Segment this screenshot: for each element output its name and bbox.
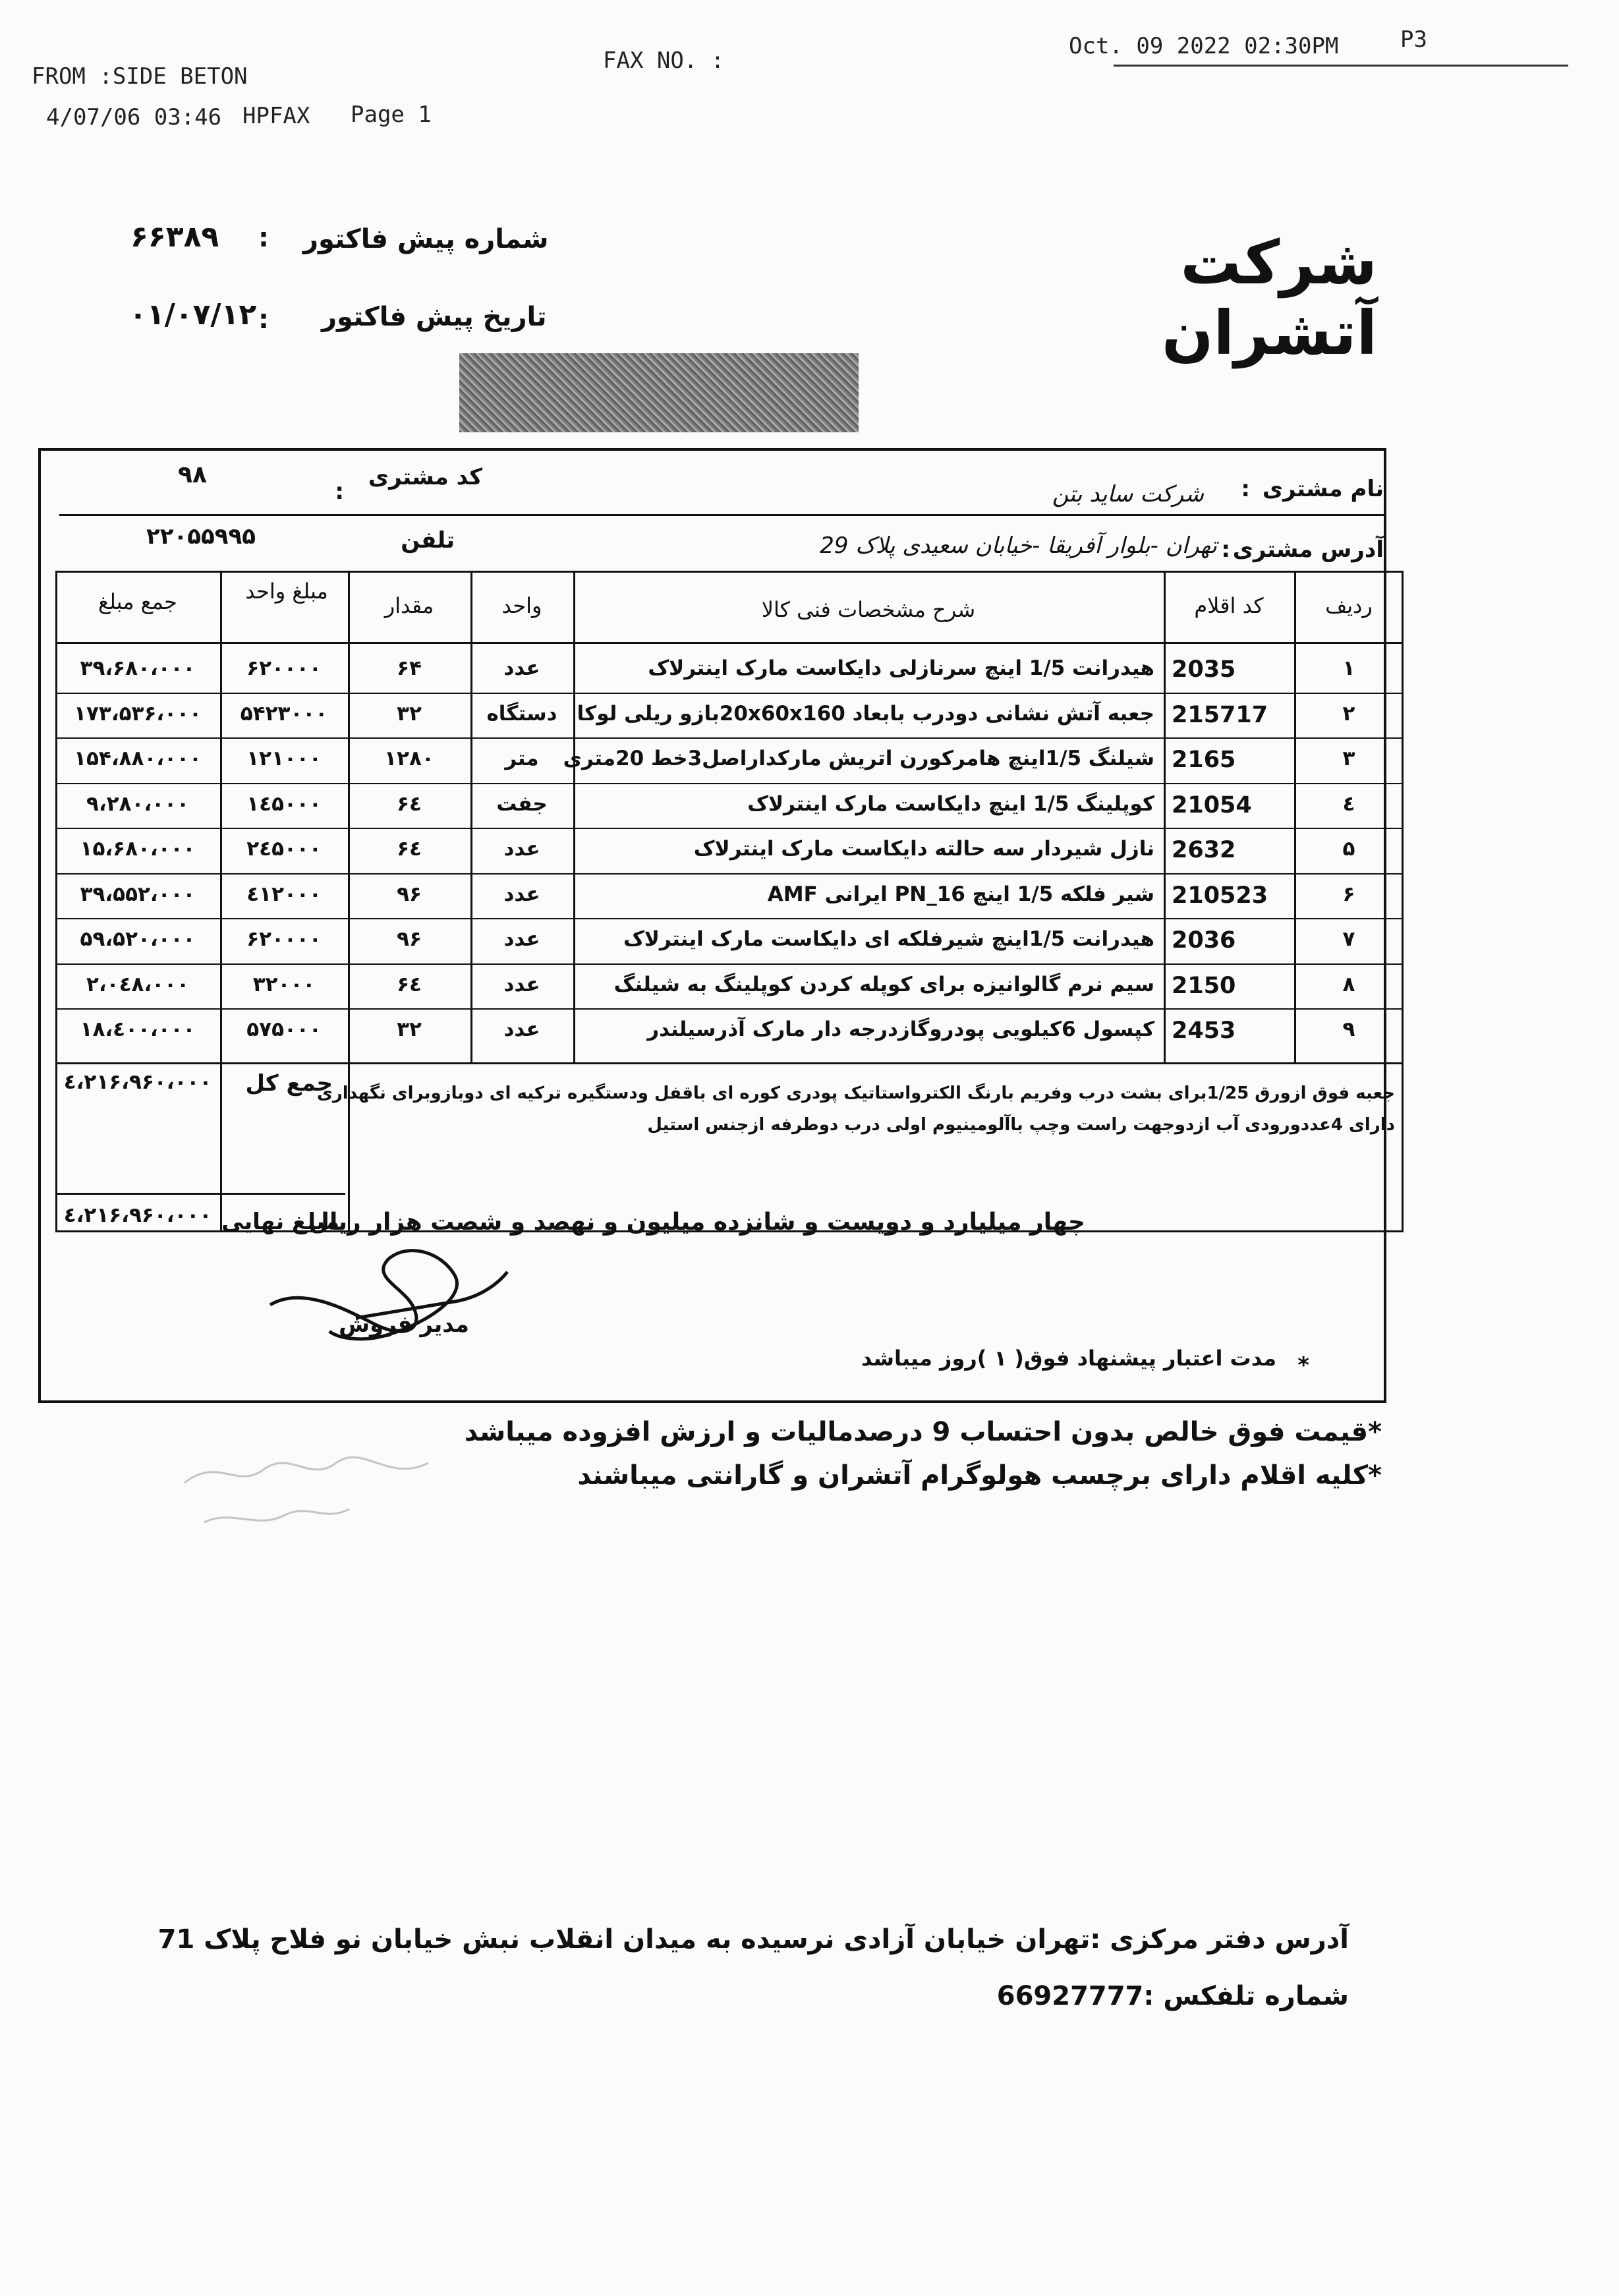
- fax-number-label: FAX NO. :: [603, 47, 725, 74]
- amount-in-words: چهار میلیارد و دویست و شانزده میلیون و نهصد و شصت هزار ریال: [308, 1209, 1085, 1236]
- item-total: ۳۹،۵۵۲،۰۰۰: [80, 882, 196, 906]
- item-code: 2632: [1172, 837, 1236, 863]
- item-unit: جفت: [496, 791, 548, 816]
- footnote-hologram: *کلیه اقلام دارای برچسب هولوگرام آتشران و گارانتی میباشند: [577, 1460, 1382, 1491]
- item-row-number: ۶: [1342, 882, 1355, 906]
- item-quantity: ۶٤: [397, 837, 422, 861]
- item-note-line-1: جعبه فوق ازورق 1/25برای بشت درب وفریم بارنگ الکترواستاتیک پودری کوره ای باقفل ودستگیره ترکیه ای دوبازوبرای نگهداری: [316, 1083, 1395, 1103]
- item-total: ۵۹،۵۲۰،۰۰۰: [80, 927, 196, 951]
- item-quantity: ۶۴: [397, 656, 422, 680]
- item-unit: عدد: [503, 837, 540, 861]
- item-row-number: ۳: [1342, 747, 1355, 770]
- item-unit-price: ۵۷۵۰۰۰: [246, 1018, 322, 1041]
- customer-address-value: تهران -بلوار آفریقا -خیابان سعیدی پلاک 29: [820, 532, 1217, 559]
- header-unit-price: مبلغ واحد: [245, 579, 328, 604]
- customer-divider: [59, 514, 1384, 516]
- item-description: سیم نرم گالوانیزه برای کوپله کردن کوپلینگ به شیلنگ: [613, 972, 1154, 996]
- item-total: ۲،۰٤۸،۰۰۰: [86, 972, 189, 996]
- item-code: 2035: [1172, 656, 1236, 683]
- item-description: نازل شیردار سه حالته دایکاست مارک اینترلاک: [693, 837, 1154, 861]
- item-unit: عدد: [503, 1018, 540, 1041]
- customer-phone-label: تلفن: [401, 527, 455, 554]
- item-unit: متر: [505, 747, 539, 770]
- blacked-out-stamp: [459, 353, 859, 432]
- item-row-number: ۱: [1342, 656, 1355, 680]
- items-bottom-rule: [55, 1062, 1404, 1064]
- item-row-number: ۵: [1342, 837, 1355, 861]
- item-unit-price: ۶۲۰۰۰۰: [246, 927, 322, 951]
- customer-code-label: کد مشتری: [368, 464, 482, 490]
- grand-total-rule: [55, 1193, 345, 1195]
- item-code: 21054: [1172, 791, 1252, 818]
- item-row-number: ۹: [1342, 1018, 1355, 1041]
- item-code: 215717: [1172, 701, 1268, 728]
- item-description: هیدرانت 1/5 اینچ سرنازلی دایکاست مارک اینترلاک: [648, 656, 1154, 680]
- item-code: 210523: [1172, 882, 1268, 909]
- customer-name-sep: :: [1241, 476, 1250, 502]
- customer-address-label: آدرس مشتری: [1232, 536, 1384, 563]
- item-unit: عدد: [503, 656, 540, 680]
- signature-title: مدیر فروش: [339, 1311, 469, 1338]
- item-description: کوپلینگ 1/5 اینچ دایکاست مارک اینترلاک: [747, 791, 1154, 816]
- header-rule: [55, 642, 1404, 644]
- item-quantity: ۹۶: [397, 927, 422, 951]
- item-note-line-2: دارای 4عددورودی آب ازدوجهت راست وچپ باآلومینیوم اولی درب دوطرفه ازجنس استیل: [647, 1115, 1395, 1135]
- item-total: ۱۵۴،۸۸۰،۰۰۰: [74, 747, 202, 770]
- faint-handwritten-mark: [178, 1443, 455, 1549]
- fax-page-label: Page 1: [351, 101, 432, 128]
- header-item-code: کد اقلام: [1194, 593, 1264, 618]
- item-quantity: ۹۶: [397, 882, 422, 906]
- final-amount-value: ٤،۲۱۶،۹۶۰،۰۰۰: [63, 1203, 212, 1227]
- header-unit: واحد: [501, 593, 542, 618]
- row-divider: [55, 737, 1404, 739]
- item-description: جعبه آتش نشانی دودرب بابعاد 20x60x160بازو ریلی لوکا: [577, 701, 1154, 726]
- item-description: شیلنگ 1/5اینچ هامرکورن اتریش مارکداراصل3خط 20متری: [563, 747, 1154, 770]
- item-total: ۱۸،٤۰۰،۰۰۰: [80, 1018, 196, 1041]
- item-quantity: ۳۲: [397, 1018, 422, 1041]
- item-unit-price: ۵۴۲۳۰۰۰: [240, 701, 328, 726]
- row-divider: [55, 783, 1404, 784]
- row-divider: [55, 918, 1404, 919]
- proforma-number-label: شماره پیش فاکتور: [303, 224, 549, 254]
- item-row-number: ٤: [1342, 791, 1355, 816]
- fax-from: FROM :SIDE BETON: [32, 63, 248, 90]
- customer-name-label: نام مشتری: [1262, 476, 1384, 502]
- item-code: 2165: [1172, 747, 1236, 773]
- fax-timestamp: Oct. 09 2022 02:30PM: [1069, 33, 1339, 59]
- row-divider: [55, 693, 1404, 694]
- item-unit-price: ٤۱۲۰۰۰: [246, 882, 322, 906]
- customer-phone-value: ۲۲۰۵۵۹۹۵: [146, 523, 256, 550]
- item-description: شیر فلکه 1/5 اینچ PN_16 ایرانی AMF: [767, 882, 1154, 906]
- item-row-number: ۷: [1342, 927, 1355, 951]
- item-quantity: ۶٤: [397, 972, 422, 996]
- item-total: ۹،۲۸۰،۰۰۰: [86, 791, 189, 816]
- item-unit: عدد: [503, 927, 540, 951]
- item-unit-price: ۶۲۰۰۰۰: [246, 656, 322, 680]
- header-row-number: ردیف: [1325, 593, 1373, 618]
- row-divider: [55, 1008, 1404, 1010]
- proforma-number-sep: :: [258, 223, 269, 253]
- item-total: ۳۹،۶۸۰،۰۰۰: [80, 656, 196, 680]
- item-unit-price: ۲٤۵۰۰۰: [246, 837, 322, 861]
- item-unit: دستگاه: [486, 701, 557, 726]
- item-total: ۱۵،۶۸۰،۰۰۰: [80, 837, 196, 861]
- item-row-number: ۸: [1342, 972, 1355, 996]
- item-unit-price: ۳۲۰۰۰: [252, 972, 316, 996]
- header-quantity: مقدار: [384, 593, 434, 618]
- footer-address: آدرس دفتر مرکزی :تهران خیابان آزادی نرسیده به میدان انقلاب نبش خیابان نو فلاح پلاک 71: [157, 1924, 1349, 1955]
- customer-address-sep: :: [1221, 536, 1230, 563]
- item-quantity: ۱۲۸۰: [384, 747, 434, 770]
- proforma-date-label: تاریخ پیش فاکتور: [322, 302, 547, 332]
- item-quantity: ۶٤: [397, 791, 422, 816]
- row-divider: [55, 963, 1404, 965]
- item-code: 2036: [1172, 927, 1236, 954]
- item-code: 2453: [1172, 1018, 1236, 1044]
- header-description: شرح مشخصات فنی کالا: [761, 597, 976, 622]
- company-name: شرکت آتشران: [1162, 227, 1377, 368]
- row-divider: [55, 873, 1404, 875]
- item-description: کپسول 6کیلویی پودروگازدرجه دار مارک آذرسیلندر: [647, 1018, 1154, 1041]
- item-description: هیدرانت 1/5اینچ شیرفلکه ای دایکاست مارک اینترلاک: [623, 927, 1154, 951]
- proforma-date-value: ۰۱/۰۷/۱۲: [129, 298, 257, 331]
- grand-total-value: ٤،۲۱۶،۹۶۰،۰۰۰: [63, 1070, 212, 1094]
- row-divider: [55, 828, 1404, 829]
- item-code: 2150: [1172, 972, 1236, 999]
- footer-telefax: شماره تلفکس :66927777: [996, 1981, 1349, 2011]
- item-total: ۱۷۳،۵۳۶،۰۰۰: [74, 701, 202, 726]
- footnote-tax: *قیمت فوق خالص بدون احتساب 9 درصدمالیات و ارزش افزوده میباشد: [464, 1417, 1382, 1447]
- final-amount-label: مبلغ نهایی: [221, 1209, 339, 1235]
- fax-machine: HPFAX: [242, 103, 310, 129]
- proforma-number-value: ۶۶۳۸۹: [130, 220, 219, 254]
- item-unit-price: ۱۲۱۰۰۰: [246, 747, 322, 770]
- item-row-number: ۲: [1342, 701, 1355, 726]
- customer-code-value: ۹۸: [178, 461, 207, 488]
- customer-name-value: شرکت ساید بتن: [1052, 481, 1204, 507]
- customer-code-sep: :: [335, 478, 344, 505]
- fax-page-code: P3: [1400, 26, 1427, 53]
- header-total: جمع مبلغ: [98, 589, 177, 614]
- item-unit-price: ۱٤۵۰۰۰: [246, 791, 322, 816]
- item-unit: عدد: [503, 972, 540, 996]
- manager-signature: [257, 1226, 534, 1364]
- validity-text: مدت اعتبار پیشنهاد فوق( ۱ )روز میباشد: [861, 1346, 1276, 1371]
- item-unit: عدد: [503, 882, 540, 906]
- fax-sub-timestamp: 4/07/06 03:46: [46, 104, 222, 130]
- fax-header-rule: [1114, 65, 1568, 67]
- validity-mark: *: [1297, 1352, 1309, 1379]
- proforma-date-sep: :: [258, 304, 269, 335]
- grand-total-label: جمع کل: [245, 1070, 333, 1097]
- item-quantity: ۳۲: [397, 701, 422, 726]
